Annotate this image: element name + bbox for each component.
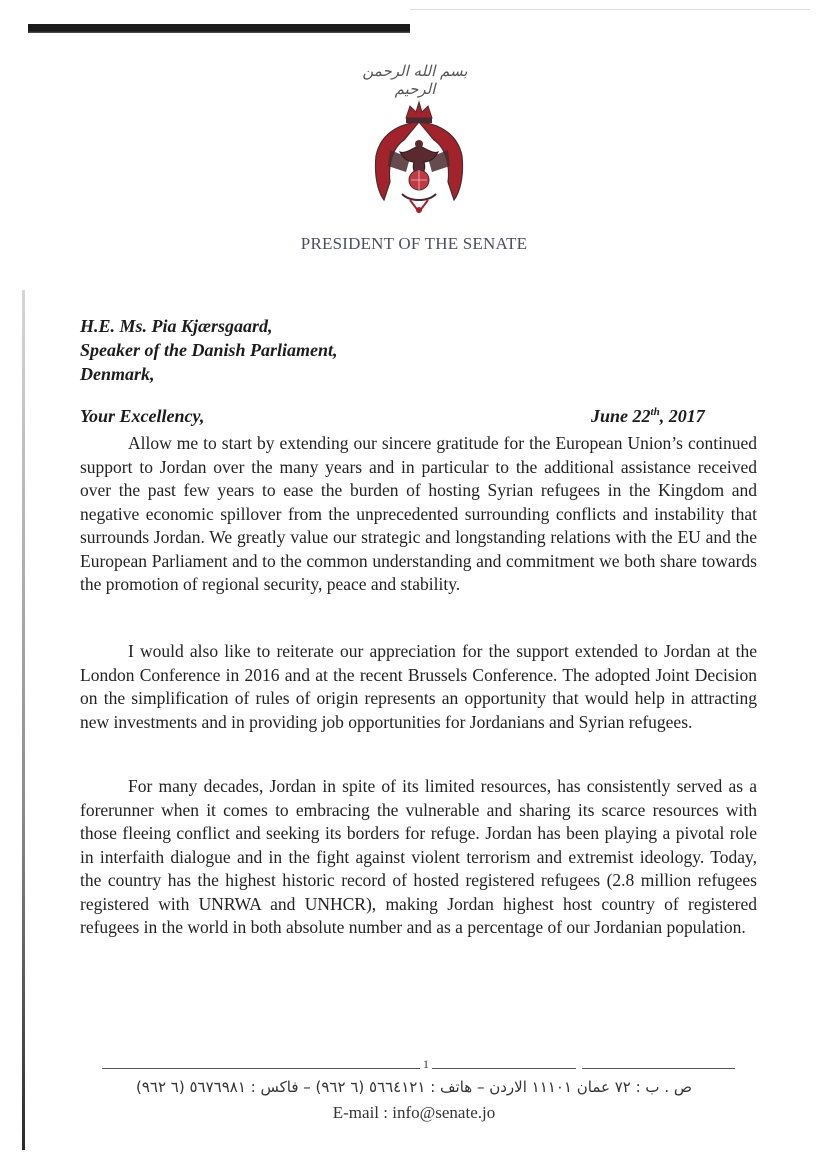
body-paragraph-1	[80, 432, 757, 597]
footer-divider	[582, 1068, 735, 1069]
salutation: Your Excellency,	[80, 406, 205, 426]
paragraph-text: I would also like to reiterate our appreciation for the support extended to Jordan at the London Conference in 2016 and at the recent Brussels Conference. The adopted Joint Decision on the simplification of rules of origin represents an opportunity that would help in attracting new investments and in providing job opportunities for Jordanians and Syrian refugees.	[80, 641, 757, 732]
page-number: 1	[420, 1057, 432, 1072]
addressee-block	[80, 314, 338, 386]
body-paragraph-2	[80, 640, 757, 734]
footer-email: E-mail : info@senate.jo	[332, 1103, 496, 1122]
page-title: PRESIDENT OF THE SENATE	[300, 234, 528, 253]
date-year: , 2017	[659, 406, 705, 426]
addressee-name: H.E. Ms. Pia Kjærsgaard,	[80, 316, 273, 336]
letter-date	[591, 406, 705, 427]
addressee-country: Denmark,	[80, 364, 155, 384]
date-ordinal: th	[650, 406, 660, 418]
scan-top-line	[410, 9, 810, 10]
body-paragraph-3	[80, 775, 757, 940]
paragraph-text: For many decades, Jordan in spite of its limited resources, has consistently served as a forerunner when it comes to embracing the vulnerable and sharing its scarce resources with those fleeing conflict and seeking its borders for refuge. Jordan has been playing a pivotal role in interfaith dialogue and in the fight against violent terrorism and extremist ideology. Today, the country has the highest historic record of hosted registered refugees (2.8 million refugees registered with UNRWA and UNHCR), making Jordan highest host country of registered refugees in the world in both absolute number and as a percentage of our Jordanian population.	[80, 776, 757, 937]
jordan-coat-of-arms-icon	[366, 96, 472, 218]
paragraph-text: Allow me to start by extending our sincere gratitude for the European Union’s continued support to Jordan over the many years and in particular to the additional assistance received over the past few years to ease the burden of hosting Syrian refugees in the Kingdom and negative economic spillover from the unprecedented surrounding conflicts and instability that surrounds Jordan. We greatly value our strategic and longstanding relations with the EU and the European Parliament and to the common understanding and commitment we both share towards the promotion of regional security, peace and stability.	[80, 433, 757, 594]
footer-divider	[102, 1068, 576, 1069]
basmala-calligraphy: بسم الله الرحمن الرحيم	[362, 62, 468, 98]
scan-left-edge	[22, 290, 25, 1150]
scan-top-edge	[28, 24, 410, 33]
addressee-position: Speaker of the Danish Parliament,	[80, 340, 338, 360]
footer-contact-address: ص . ب : ٧٢ عمان ١١١٠١ الاردن – هاتف : ٥٦٦٤١٢١ (٦ ٩٦٢) – فاكس : ٥٦٧٦٩٨١ (٦ ٩٦٢)	[135, 1078, 692, 1096]
date-day: June 22	[591, 406, 651, 426]
